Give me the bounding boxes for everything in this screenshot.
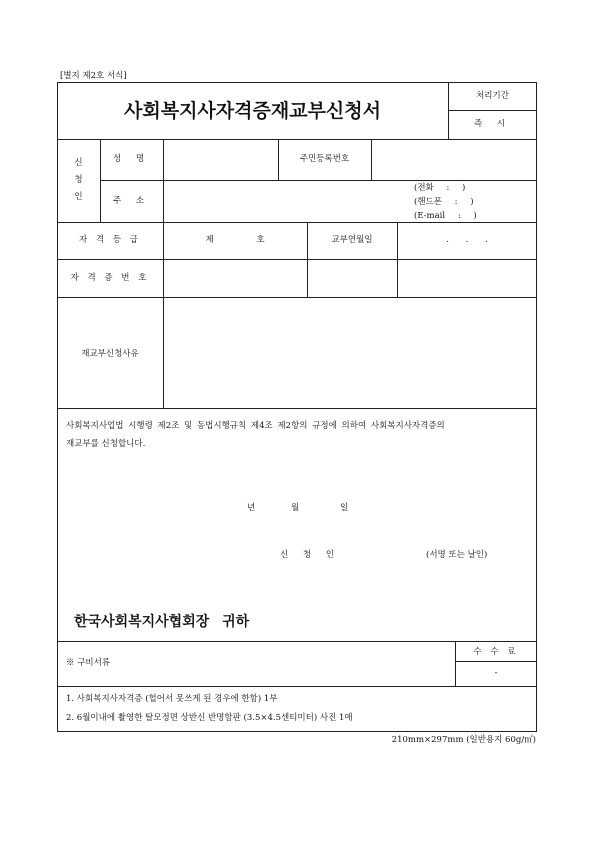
document-item-2: 2. 6월이내에 촬영한 탈모정면 상반신 반명함판 (3.5×4.5센티미터) 사진 1매 <box>66 713 353 723</box>
reason-field[interactable] <box>164 298 536 407</box>
applicant-group-label-1: 신 <box>74 158 83 168</box>
documents-label: ※ 구비서류 <box>66 658 111 668</box>
signer-label: 신 청 인 <box>280 550 341 560</box>
processing-label: 처리기간 <box>476 91 509 101</box>
date-year-label: 년 <box>247 503 256 513</box>
grade-value[interactable]: 제 호 <box>205 235 265 245</box>
issue-date-label: 교부연월일 <box>331 235 373 245</box>
grade-label: 자 격 등 급 <box>79 235 141 245</box>
applicant-group-label-3: 인 <box>74 192 83 202</box>
rule-reason-bottom <box>57 408 537 409</box>
rule-declaration-bottom <box>57 641 537 642</box>
document-item-1: 1. 사회복지사자격증 (헐어서 못쓰게 된 경우에 한함) 1부 <box>66 694 278 704</box>
rrn-field[interactable] <box>372 140 536 179</box>
date-month-label: 월 <box>291 503 300 513</box>
cert-number-field[interactable] <box>164 260 306 296</box>
contact-email: (E-mail : ) <box>414 211 477 221</box>
contact-phone: (전화 : ) <box>414 183 466 193</box>
reason-label: 재교부신청사유 <box>81 349 139 359</box>
declaration-line-2: 재교부를 신청합니다. <box>66 439 146 449</box>
rule-fee-mid <box>455 661 537 662</box>
fee-value: - <box>494 668 498 678</box>
date-day-label: 일 <box>340 503 349 513</box>
processing-value: 즉 시 <box>473 119 512 129</box>
rule-date-label <box>397 222 398 297</box>
signature-note: (서명 또는 날인) <box>426 550 488 560</box>
rrn-label: 주민등록번호 <box>299 154 350 164</box>
recipient: 한국사회복지사협회장 귀하 <box>74 614 250 630</box>
form-title: 사회복지사자격증재교부신청서 <box>124 100 381 122</box>
name-field[interactable] <box>164 140 277 179</box>
address-field[interactable] <box>164 181 536 221</box>
cert-number-label: 자 격 증 번 호 <box>70 273 150 283</box>
applicant-group-label-2: 청 <box>74 175 83 185</box>
paper-note: 210mm×297mm (일반용지 60g/㎡) <box>391 735 536 745</box>
rule-docs-top <box>57 686 537 687</box>
contact-mobile: (핸드폰 : ) <box>414 197 474 207</box>
rule-applicant-bottom <box>57 222 537 223</box>
address-label: 주 소 <box>112 196 151 206</box>
rule-applicant-group <box>100 139 101 222</box>
name-label: 성 명 <box>112 154 151 164</box>
issue-date-value[interactable]: . . . <box>446 235 488 245</box>
form-reference: [별지 제2호 서식] <box>60 71 127 81</box>
rule-processing-mid <box>448 110 537 111</box>
fee-label: 수 수 료 <box>473 647 519 657</box>
rule-grade-value <box>307 222 308 297</box>
declaration-line-1: 사회복지사업법 시행령 제2조 및 동법시행규칙 제4조 제2항의 규정에 의하여 사회복지사자격증의 <box>66 421 445 431</box>
